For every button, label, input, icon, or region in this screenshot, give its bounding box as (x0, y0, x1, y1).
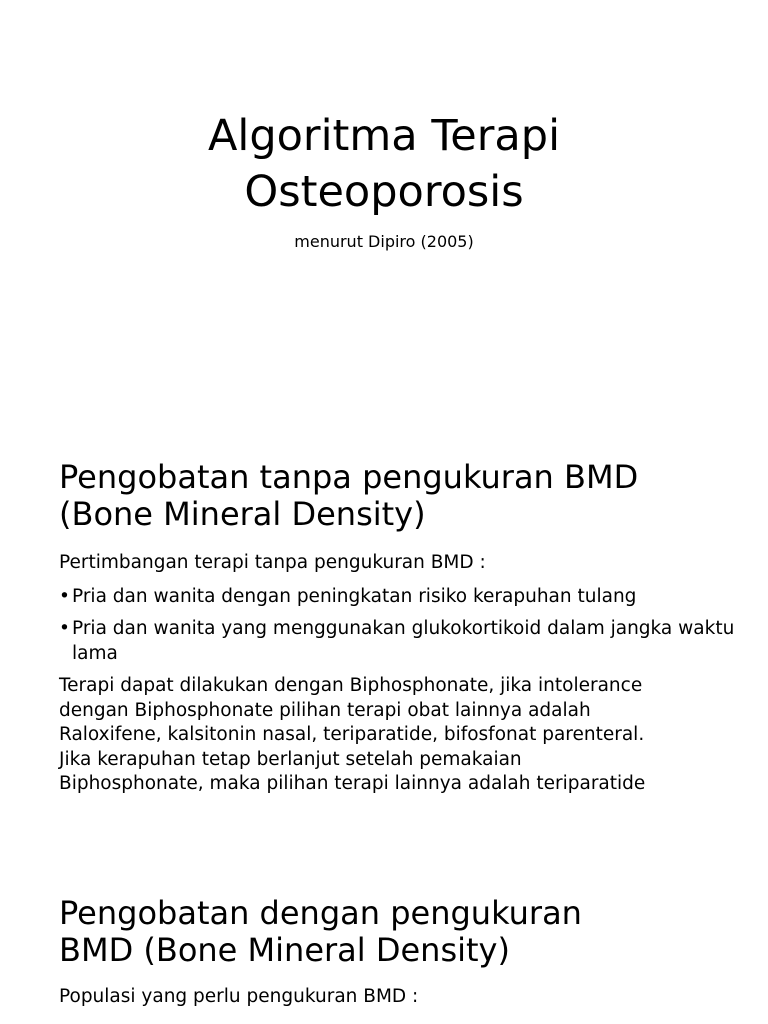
slide-title-line-2: Osteoporosis (244, 167, 524, 217)
slide-heading (59, 895, 738, 969)
slide-heading-line-2: BMD (Bone Mineral Density) (59, 931, 510, 969)
content-slide-without-bmd (0, 432, 768, 864)
list-item (59, 617, 749, 666)
paragraph-line: dengan Biphosphonate pilihan terapi obat lainnya adalah (59, 699, 591, 721)
bullet-icon: • (59, 618, 70, 639)
content-slide-with-bmd (0, 864, 768, 1024)
slide-heading-line-1: Pengobatan tanpa pengukuran BMD (59, 458, 639, 496)
slide-heading (59, 459, 738, 533)
bullet-list (59, 585, 749, 667)
slide-title-line-1: Algoritma Terapi (207, 111, 561, 161)
slide-heading-line-1: Pengobatan dengan pengukuran (59, 894, 582, 932)
paragraph-line: Biphosphonate, maka pilihan terapi lainnya adalah teriparatide (59, 773, 646, 794)
intro-text: Pertimbangan terapi tanpa pengukuran BMD : (59, 552, 486, 573)
bullet-text: Pria dan wanita yang menggunakan glukokortikoid dalam jangka waktu lama (72, 618, 735, 664)
slide-subtitle: menurut Dipiro (2005) (294, 232, 474, 251)
slide-body (59, 551, 749, 797)
slide-body (59, 985, 749, 1019)
paragraph-line: Raloxifene, kalsitonin nasal, teriparatide, bifosfonat parenteral. (59, 724, 645, 745)
bullet-text: Pria dan wanita dengan peningkatan risiko kerapuhan tulang (72, 585, 637, 607)
bullet-icon: • (59, 585, 70, 607)
slide-heading-line-2: (Bone Mineral Density) (59, 495, 426, 533)
paragraph-line: Terapi dapat dilakukan dengan Biphosphonate, jika intolerance (59, 675, 643, 696)
slide-title (0, 108, 768, 220)
intro-text: Populasi yang perlu pengukuran BMD : (59, 986, 419, 1007)
therapy-paragraph (59, 674, 749, 797)
paragraph-line: Jika kerapuhan tetap berlanjut setelah pemakaian (59, 748, 522, 770)
title-slide (0, 0, 768, 432)
list-item (59, 585, 749, 610)
